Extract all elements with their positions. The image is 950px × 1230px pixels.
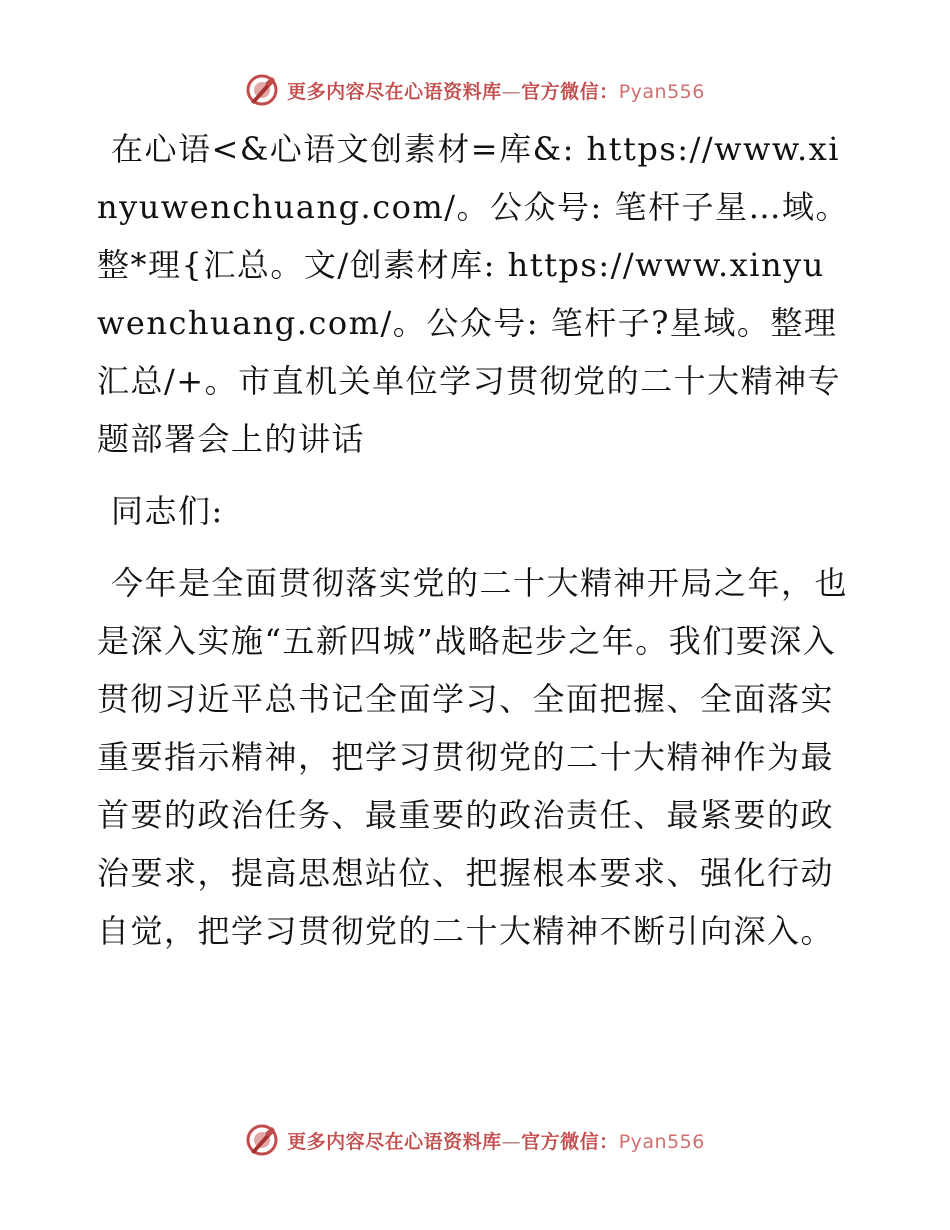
- body-paragraph: 今年是全面贯彻落实党的二十大精神开局之年，也是深入实施“五新四城”战略起步之年。我们要深入贯彻习近平总书记全面学习、全面把握、全面落实重要指示精神，把学习贯彻党的二十大精神作为最首要的政治任务、最重要的政治责任、最紧要的政治要求，提高思想站位、把握根本要求、强化行动自觉，把学习贯彻党的二十大精神不断引向深入。: [97, 564, 849, 950]
- quill-seal-icon: [245, 1123, 279, 1157]
- intro-paragraph: 在心语<&心语文创素材=库&: https://www.xinyuwenchuang.com/。公众号: 笔杆子星…域。整*理{汇总。文/创素材库: https://www.xinyuwenchuang.com/。公众号: 笔杆子?星域。整理汇总/+。市直机关单位学习贯彻党的二十大精神专题部署会上的讲话: [97, 130, 849, 458]
- watermark-text: 更多内容尽在心语资料库—官方微信：Pyan556: [287, 80, 705, 103]
- watermark-text: 更多内容尽在心语资料库—官方微信：Pyan556: [287, 1130, 705, 1153]
- footer-watermark: [0, 1120, 950, 1160]
- document-body: [97, 120, 849, 960]
- greeting-paragraph: 同志们:: [111, 492, 224, 530]
- quill-seal-icon: [245, 73, 279, 107]
- header-watermark: [0, 70, 950, 110]
